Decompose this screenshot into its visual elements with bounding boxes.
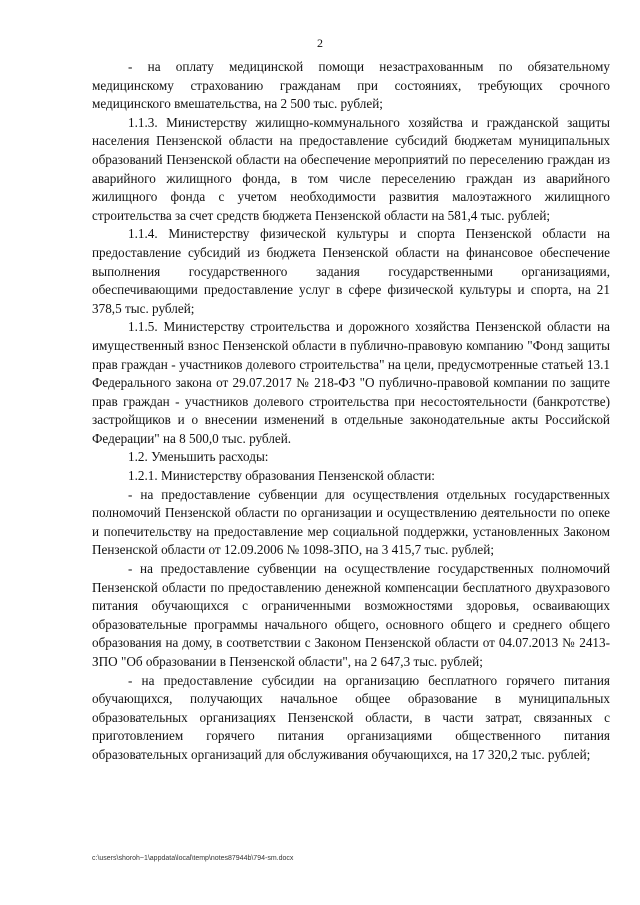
paragraph: - на предоставление субвенции на осуществление государственных полномочий Пензенской области по предоставлению денежной компенсации бесплатного двухразового питания обучающихся с ограниченными возможностями здоровья, осваивающих образовательные программы начального общего, основного общего и среднего общего образования на дому, в соответствии с Законом Пензенской области от 04.07.2013 № 2413-ЗПО "Об образовании в Пензенской области", на 2 647,3 тыс. рублей; — [92, 561, 610, 669]
footer-file-path: c:\users\shoroh~1\appdata\local\temp\notes87944b\794-sm.docx — [92, 855, 294, 862]
document-body — [92, 58, 610, 765]
paragraph: - на оплату медицинской помощи незастрахованным по обязательному медицинскому страхованию гражданам при состояниях, требующих срочного медицинского вмешательства, на 2 500 тыс. рублей; — [92, 59, 610, 112]
paragraph: - на предоставление субсидии на организацию бесплатного горячего питания обучающихся, получающих начальное общее образование в муниципальных образовательных организациях Пензенской области, в части затрат, связанных с приготовлением горячего питания организациями общественного питания образовательных организаций для обслуживания обучающихся, на 17 320,2 тыс. рублей; — [92, 672, 610, 762]
paragraph: 1.1.5. Министерству строительства и дорожного хозяйства Пензенской области на имущественный взнос Пензенской области в публично-правовую компанию "Фонд защиты прав граждан - участников долевого строительства" на цели, предусмотренные статьей 13.1 Федерального закона от 29.07.2017 № 218-ФЗ "О публично-правовой компании по защите прав граждан - участников долевого строительства при несостоятельности (банкротстве) застройщиков и о внесении изменений в отдельные законодательные акты Российской Федерации" на 8 500,0 тыс. рублей. — [92, 319, 610, 446]
paragraph: 1.2.1. Министерству образования Пензенской области: — [128, 468, 435, 484]
paragraph: 1.1.4. Министерству физической культуры и спорта Пензенской области на предоставление субсидий из бюджета Пензенской области на финансовое обеспечение выполнения государственного задания государственными организациями, обеспечивающими предоставление услуг в сфере физической культуры и спорта, на 21 378,5 тыс. рублей; — [92, 226, 610, 316]
paragraph: 1.1.3. Министерству жилищно-коммунального хозяйства и гражданской защиты населения Пензенской области на предоставление субсидий бюджетам муниципальных образований Пензенской области на обеспечение мероприятий по переселению граждан из аварийного жилищного фонда, в том числе переселению граждан из аварийного жилищного фонда с учетом необходимости развития малоэтажного жилищного строительства за счет средств бюджета Пензенской области на 581,4 тыс. рублей; — [92, 114, 610, 223]
paragraph: 1.2. Уменьшить расходы: — [128, 449, 269, 465]
page-number: 2 — [317, 36, 323, 50]
paragraph: - на предоставление субвенции для осуществления отдельных государственных полномочий Пензенской области по организации и осуществлению деятельности по опеке и попечительству на предоставление мер социальной поддержки, установленных Законом Пензенской области от 12.09.2006 № 1098-ЗПО, на 3 415,7 тыс. рублей; — [92, 486, 610, 558]
